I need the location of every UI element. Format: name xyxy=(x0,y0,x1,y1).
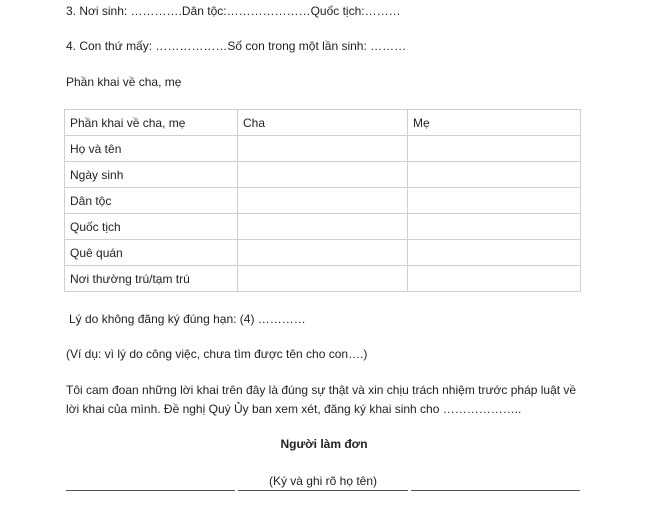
row-label: Ngày sinh xyxy=(65,162,238,188)
birth-order-line: 4. Con thứ mấy: ………………Số con trong một lần sinh: ……… xyxy=(66,39,407,53)
late-registration-reason: Lý do không đăng ký đúng hạn: (4) ………… xyxy=(69,312,306,326)
father-cell[interactable] xyxy=(238,240,408,266)
mother-cell[interactable] xyxy=(408,162,581,188)
birthplace-line: 3. Nơi sinh: ………….Dân tộc:…………………Quốc tịch:……… xyxy=(66,4,401,18)
father-cell[interactable] xyxy=(238,162,408,188)
signature-line-right xyxy=(411,490,580,491)
applicant-title: Người làm đơn xyxy=(280,437,368,451)
reason-example: (Ví dụ: vì lý do công việc, chưa tìm được tên cho con….) xyxy=(66,347,368,361)
signature-line-center[interactable] xyxy=(238,490,408,491)
table-row xyxy=(65,188,581,214)
table-row xyxy=(65,162,581,188)
header-mother: Mẹ xyxy=(408,110,581,136)
header-field: Phần khai về cha, mẹ xyxy=(65,110,238,136)
table-row xyxy=(65,136,581,162)
mother-cell[interactable] xyxy=(408,136,581,162)
signature-area xyxy=(66,473,580,491)
parents-info-table xyxy=(64,109,581,292)
signature-line-left xyxy=(66,490,235,491)
mother-cell[interactable] xyxy=(408,266,581,292)
father-cell[interactable] xyxy=(238,188,408,214)
table-header-row xyxy=(65,110,581,136)
row-label: Quê quán xyxy=(65,240,238,266)
mother-cell[interactable] xyxy=(408,188,581,214)
father-cell[interactable] xyxy=(238,136,408,162)
table-row xyxy=(65,214,581,240)
row-label: Nơi thường trú/tạm trú xyxy=(65,266,238,292)
parents-section-heading: Phần khai về cha, mẹ xyxy=(66,75,182,89)
row-label: Quốc tịch xyxy=(65,214,238,240)
father-cell[interactable] xyxy=(238,266,408,292)
father-cell[interactable] xyxy=(238,214,408,240)
header-father: Cha xyxy=(238,110,408,136)
signature-note: (Ký và ghi rõ họ tên) xyxy=(238,474,408,488)
row-label: Họ và tên xyxy=(65,136,238,162)
row-label: Dân tộc xyxy=(65,188,238,214)
table-row xyxy=(65,266,581,292)
table-row xyxy=(65,240,581,266)
mother-cell[interactable] xyxy=(408,240,581,266)
mother-cell[interactable] xyxy=(408,214,581,240)
pledge-paragraph: Tôi cam đoan những lời khai trên đây là đúng sự thật và xin chịu trách nhiệm trước pháp luật về lời khai của mình. Đề nghị Quý Ủy ban xem xét, đăng ký khai sinh cho ……………….. xyxy=(66,383,577,416)
